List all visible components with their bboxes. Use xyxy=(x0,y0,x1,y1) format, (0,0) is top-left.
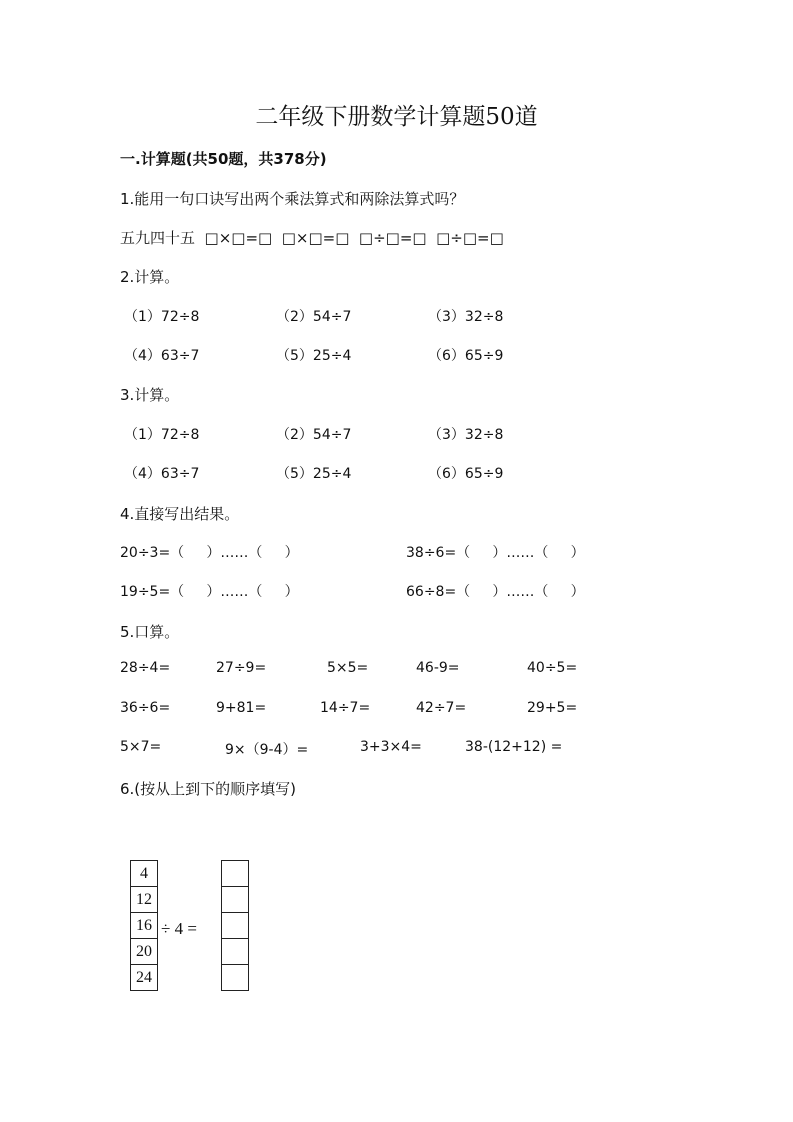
q5-item: 27÷9= xyxy=(216,660,267,676)
q4-item: 38÷6=（ ）……（ ） xyxy=(406,545,585,561)
q1-line: 五九四十五 □×□=□ □×□=□ □÷□=□ □÷□=□ xyxy=(120,229,504,247)
q6-label: 6.(按从上到下的顺序填写) xyxy=(120,780,297,798)
q2-item: （5）25÷4 xyxy=(276,348,352,364)
answer-box[interactable] xyxy=(222,939,249,965)
answer-column xyxy=(221,860,249,991)
q2-label: 2.计算。 xyxy=(120,268,180,286)
q3-item: （5）25÷4 xyxy=(276,466,352,482)
q5-item: 29+5= xyxy=(527,700,578,716)
answer-box[interactable] xyxy=(222,861,249,887)
q3-item: （6）65÷9 xyxy=(428,466,504,482)
answer-box[interactable] xyxy=(222,965,249,991)
number-cell: 24 xyxy=(131,965,158,991)
number-column xyxy=(130,860,158,991)
q3-item: （4）63÷7 xyxy=(124,466,200,482)
q5-label: 5.口算。 xyxy=(120,623,180,641)
q5-item: 5×7= xyxy=(120,739,162,755)
number-cell: 20 xyxy=(131,939,158,965)
q5-item: 40÷5= xyxy=(527,660,578,676)
q5-item: 36÷6= xyxy=(120,700,171,716)
q3-item: （2）54÷7 xyxy=(276,427,352,443)
q5-item: 46-9= xyxy=(416,660,460,676)
q1-label: 1.能用一句口诀写出两个乘法算式和两除法算式吗？ xyxy=(120,190,465,208)
q5-item: 9×（9-4）= xyxy=(225,742,309,758)
number-cell: 16 xyxy=(131,913,158,939)
q5-item: 28÷4= xyxy=(120,660,171,676)
division-operator: ÷ 4 = xyxy=(161,919,197,938)
q4-label: 4.直接写出结果。 xyxy=(120,505,240,523)
answer-box[interactable] xyxy=(222,913,249,939)
answer-box[interactable] xyxy=(222,887,249,913)
q2-item: （4）63÷7 xyxy=(124,348,200,364)
q3-item: （3）32÷8 xyxy=(428,427,504,443)
q5-item: 38-(12+12) = xyxy=(465,739,563,755)
q3-label: 3.计算。 xyxy=(120,386,180,404)
q4-item: 19÷5=（ ）……（ ） xyxy=(120,584,299,600)
q4-item: 66÷8=（ ）……（ ） xyxy=(406,584,585,600)
number-cell: 12 xyxy=(131,887,158,913)
q4-item: 20÷3=（ ）……（ ） xyxy=(120,545,299,561)
q2-item: （2）54÷7 xyxy=(276,309,352,325)
q5-item: 5×5= xyxy=(327,660,369,676)
number-cell: 4 xyxy=(131,861,158,887)
q5-item: 14÷7= xyxy=(320,700,371,716)
q5-item: 3+3×4= xyxy=(360,739,422,755)
q2-item: （3）32÷8 xyxy=(428,309,504,325)
q5-item: 42÷7= xyxy=(416,700,467,716)
q3-item: （1）72÷8 xyxy=(124,427,200,443)
page-title: 二年级下册数学计算题50道 xyxy=(255,104,538,130)
q2-item: （6）65÷9 xyxy=(428,348,504,364)
q5-item: 9+81= xyxy=(216,700,267,716)
section-header: 一.计算题(共50题，共378分) xyxy=(120,150,327,168)
q2-item: （1）72÷8 xyxy=(124,309,200,325)
